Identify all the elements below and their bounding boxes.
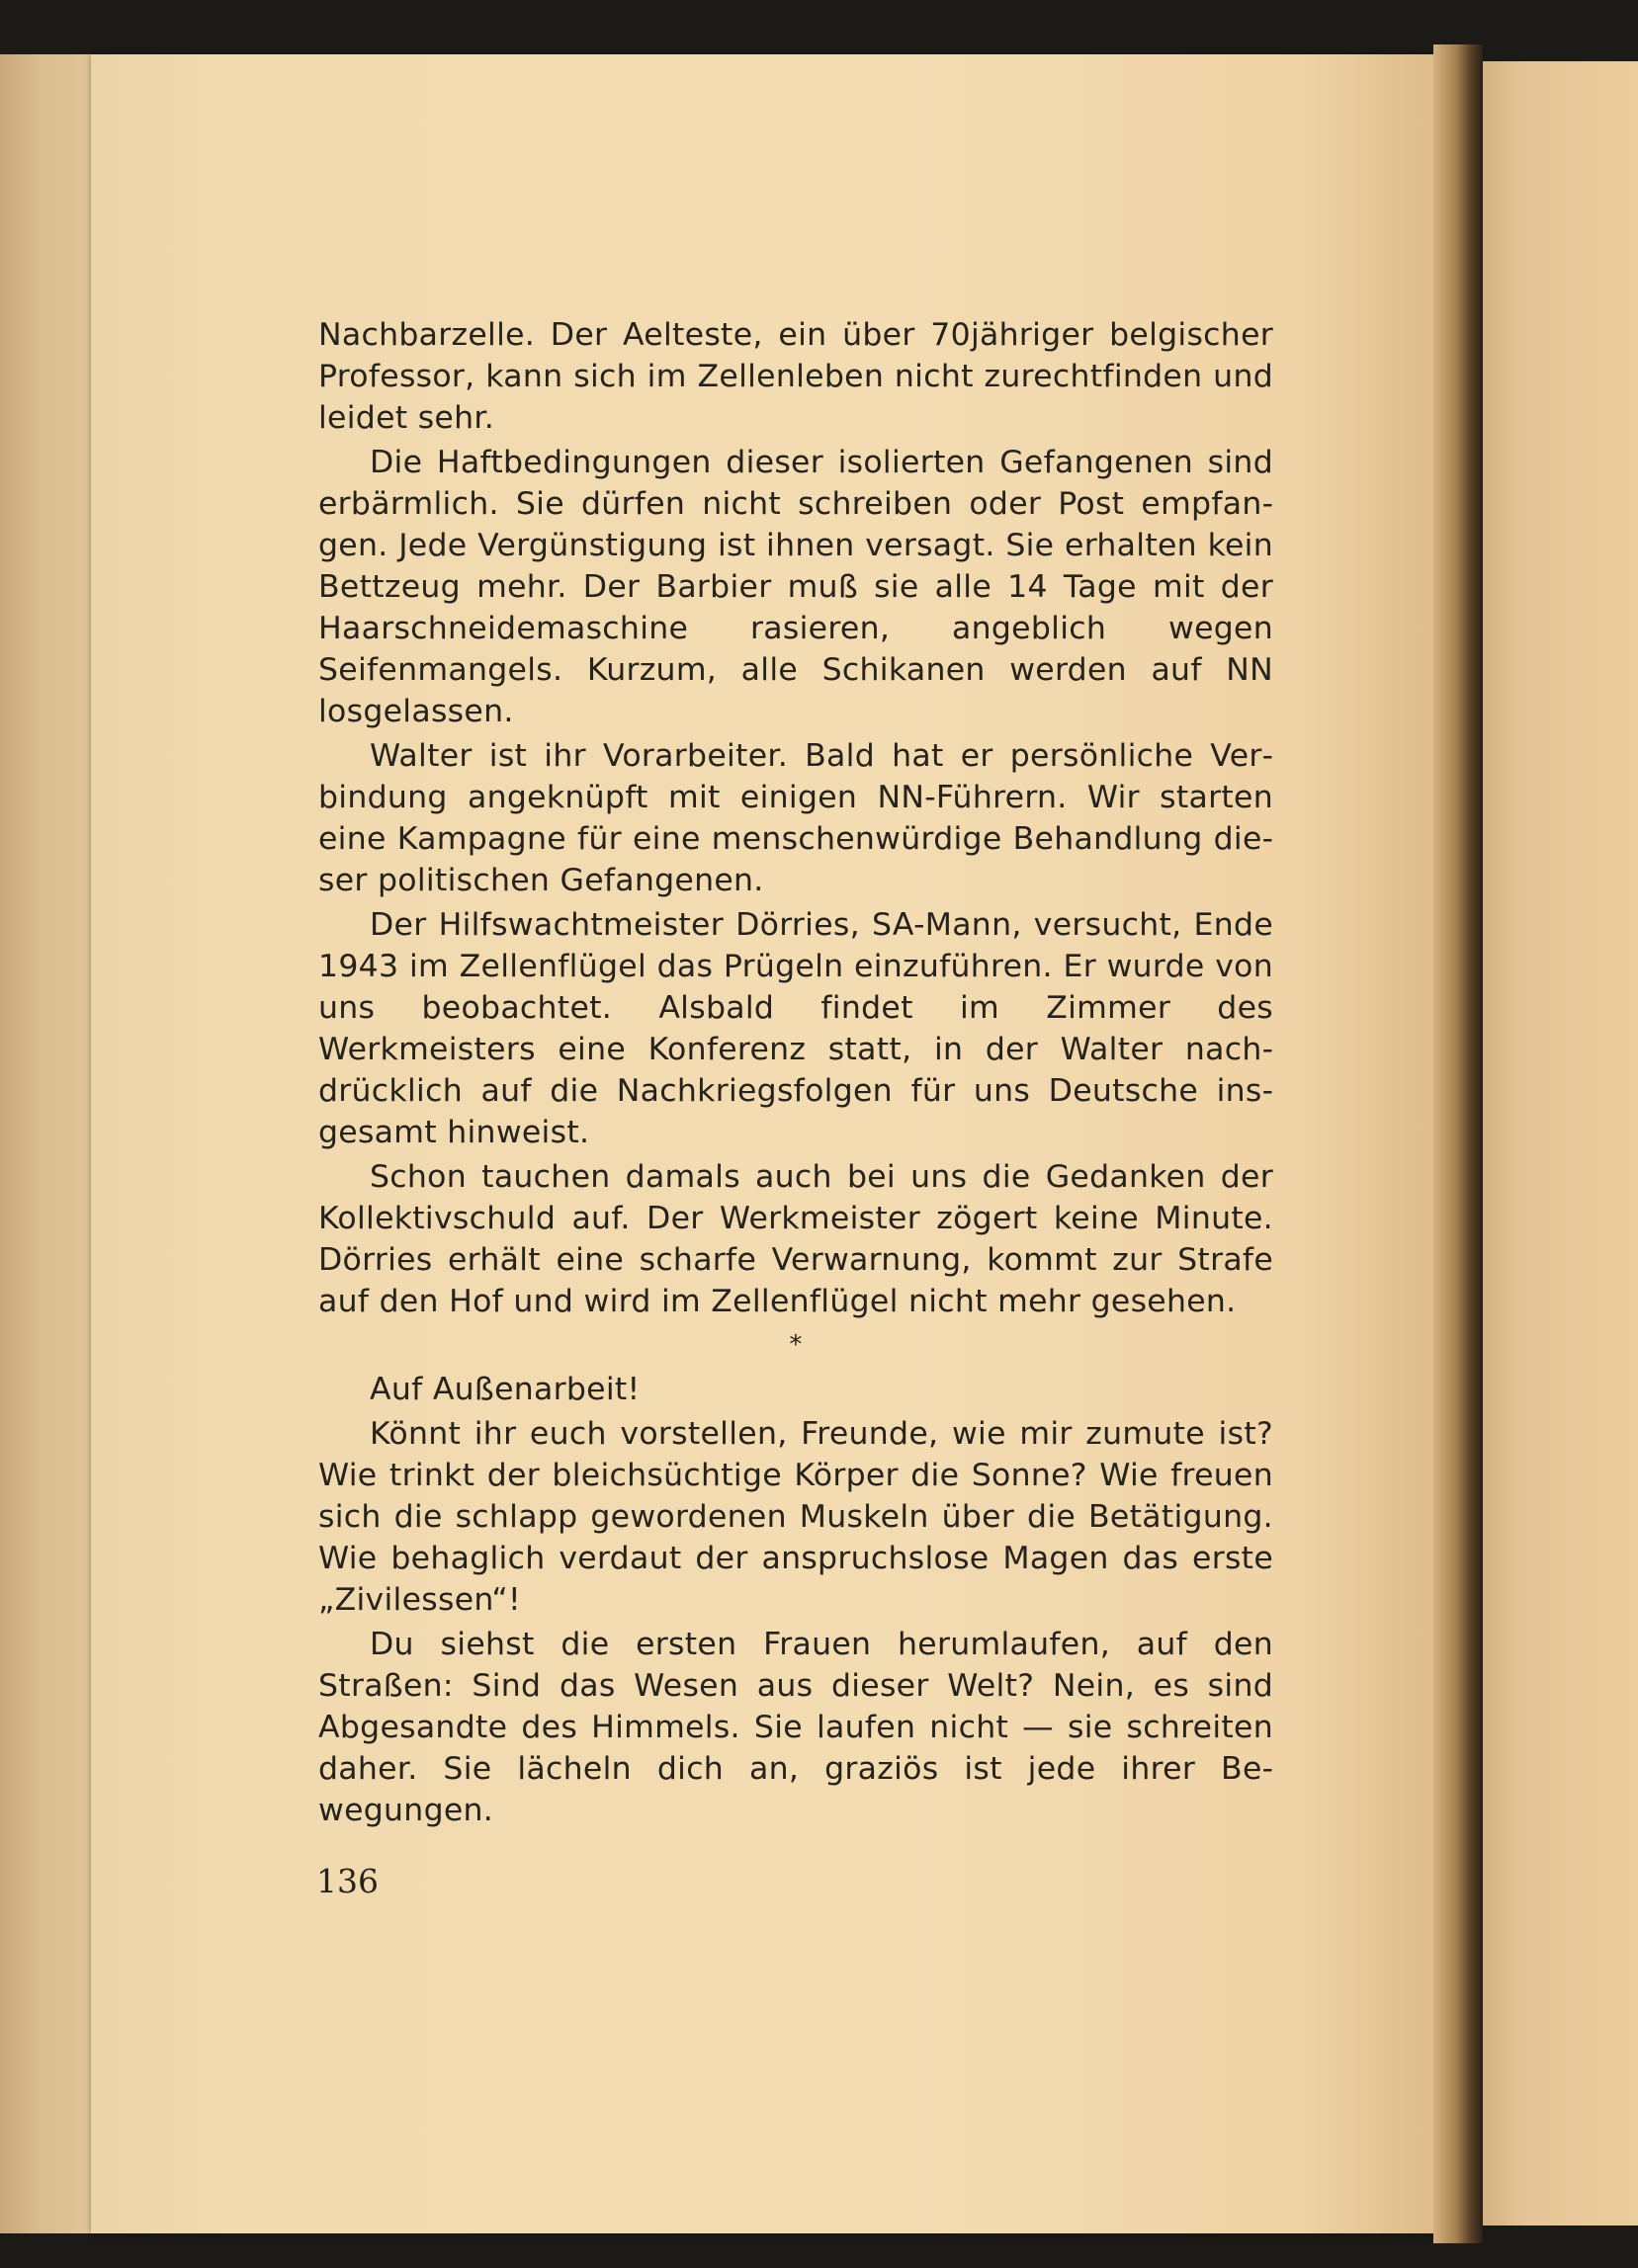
paragraph: Du siehst die ersten Frauen herumlaufen, auf den Straßen: Sind das Wesen aus dieser Welt? Nein, es sind Abgesandte des Himmels. Sie laufen nicht — sie schreiten daher. Sie lächeln dich an, graziös ist jede ihrer Bewegungen. xyxy=(318,1627,1273,1828)
section-separator: * xyxy=(789,1330,803,1360)
page-stack-edge xyxy=(0,54,99,2233)
page-number: 136 xyxy=(316,1862,379,1900)
paragraph: Könnt ihr euch vorstellen, Freunde, wie mir zumute ist? Wie trinkt der bleichsüchtige Körper die Sonne? Wie freuen sich die schlapp gewordenen Muskeln über die Betätigung. Wie behaglich verdaut der anspruchslose Magen das erste „Zivilessen“! xyxy=(318,1416,1273,1618)
paragraph: Schon tauchen damals auch bei uns die Gedanken der Kollektivschuld auf. Der Werkmeister zögert keine Minute. Dörries erhält eine scharfe Verwarnung, kommt zur Strafe auf den Hof und wird im Zellenflügel nicht mehr gesehen. xyxy=(318,1159,1273,1319)
paragraph: Die Haftbedingungen dieser isolierten Gefangenen sind erbärmlich. Sie dürfen nicht schreiben oder Post empfangen. Jede Vergünstigung ist ihnen versagt. Sie erhalten kein Bettzeug mehr. Der Barbier muß sie alle 14 Tage mit der Haarschneidemaschine rasieren, angeblich wegen Seifenmangels. Kurzum, alle Schikanen werden auf NN losgelassen. xyxy=(318,445,1273,729)
section-heading: Auf Außenarbeit! xyxy=(370,1372,641,1407)
paragraph: Der Hilfswachtmeister Dörries, SA-Mann, versucht, Ende 1943 im Zellenflügel das Prügeln einzuführen. Er wurde von uns beobachtet. Alsbald findet im Zimmer des Werkmeisters eine Konferenz statt, in der Walter nachdrücklich auf die Nachkriegsfolgen für uns Deutsche insgesamt hinweist. xyxy=(318,907,1273,1150)
facing-page xyxy=(1475,61,1638,2226)
book-gutter xyxy=(1433,44,1483,2243)
paragraph: Walter ist ihr Vorarbeiter. Bald hat er persönliche Verbindung angeknüpft mit einigen NN-Führern. Wir starten eine Kampagne für eine menschenwürdige Behandlung dieser politischen Gefangenen. xyxy=(318,738,1273,898)
paragraph: Nachbarzelle. Der Aelteste, ein über 70jähriger belgischer Professor, kann sich im Zellenleben nicht zurechtfinden und leidet sehr. xyxy=(318,317,1273,436)
body-text xyxy=(318,314,1273,1834)
